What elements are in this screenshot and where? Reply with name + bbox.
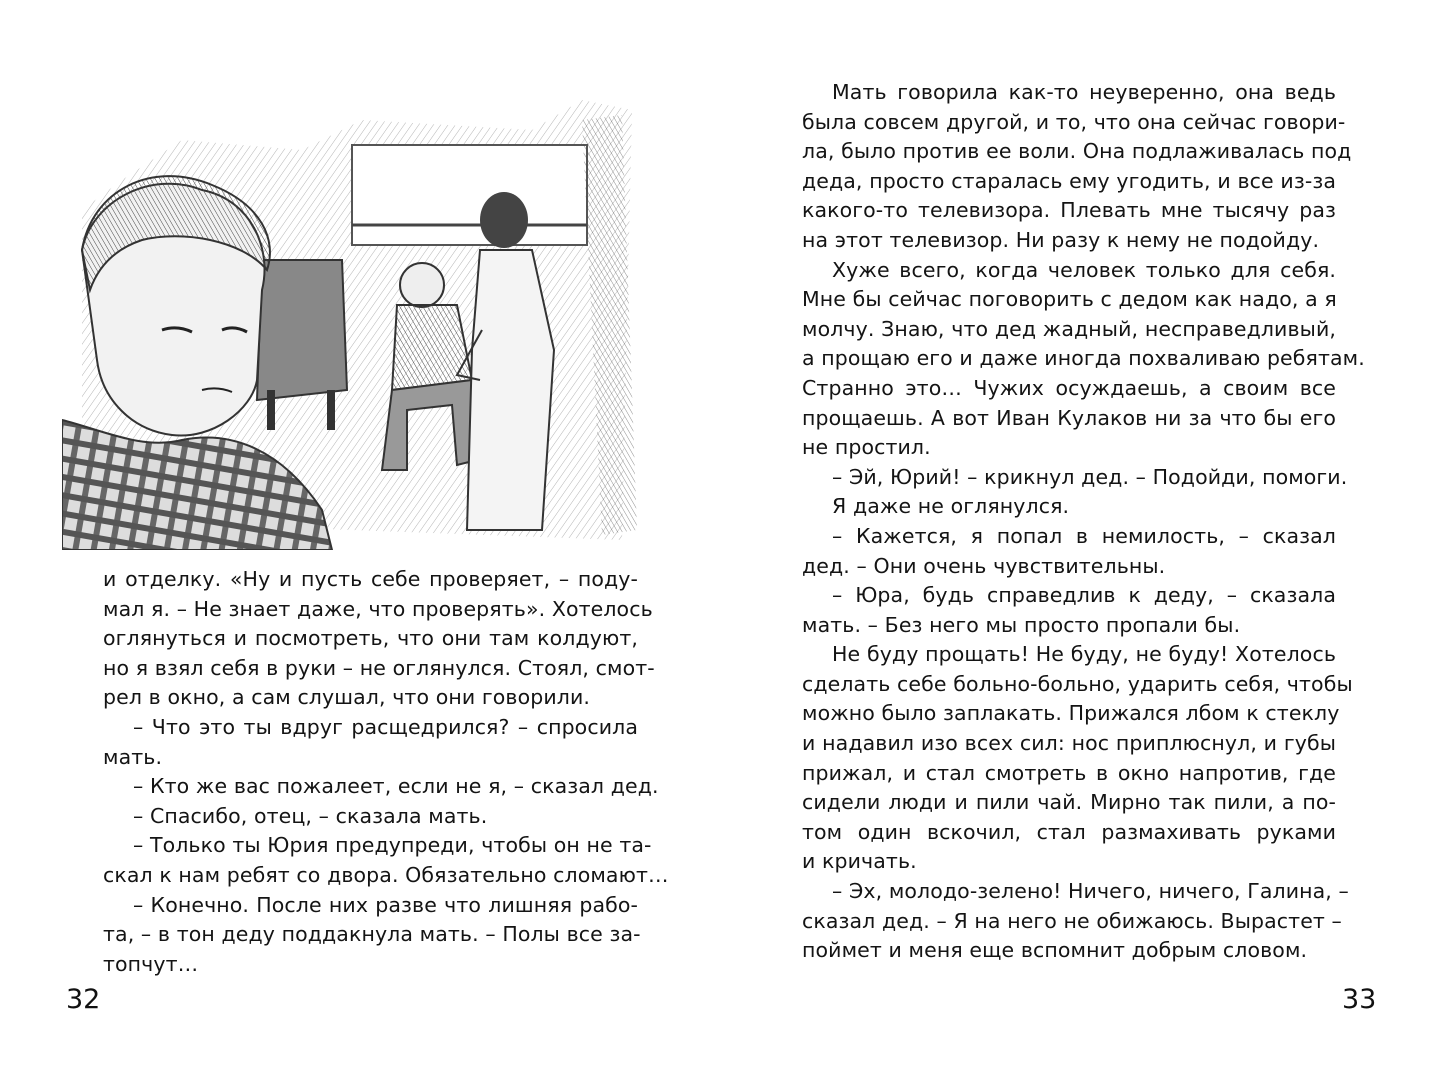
text-line: и кричать. xyxy=(802,849,917,874)
text-line: – Кажется, я попал в немилость, – сказал xyxy=(832,523,1336,548)
text-line: – Юра, будь справедлив к деду, – сказала xyxy=(832,583,1336,608)
text-line: сидели люди и пили чай. Мирно так пили, а по- xyxy=(802,790,1336,815)
text-line: Не буду прощать! Не буду, не буду! Хотелось xyxy=(832,642,1336,667)
text-line: но я взял себя в руки – не оглянулся. Стоял, смот- xyxy=(103,655,655,680)
text-line: можно было заплакать. Прижался лбом к стеклу xyxy=(802,701,1340,726)
text-line: – Эй, Юрий! – крикнул дед. – Подойди, помоги. xyxy=(832,464,1348,489)
text-line: дед. – Они очень чувствительны. xyxy=(802,553,1166,578)
text-line: молчу. Знаю, что дед жадный, несправедливый, xyxy=(802,316,1336,341)
text-line: ла, было против ее воли. Она подлаживалась под xyxy=(802,139,1352,164)
text-line: Странно это… Чужих осуждаешь, а своим все xyxy=(802,375,1336,400)
text-line: – Конечно. После них разве что лишняя рабо- xyxy=(133,892,638,917)
text-line: та, – в тон деду поддакнула мать. – Полы все за- xyxy=(103,922,641,947)
text-line: поймет и меня еще вспомнит добрым словом. xyxy=(802,938,1308,963)
text-line: Мне бы сейчас поговорить с дедом как надо, а я xyxy=(802,287,1337,312)
book-illustration xyxy=(62,90,648,550)
text-line: скал к нам ребят со двора. Обязательно сломают… xyxy=(103,862,669,887)
right-page xyxy=(720,0,1440,1080)
text-line: оглянуться и посмотреть, что они там колдуют, xyxy=(103,626,638,651)
text-line: сделать себе больно-больно, ударить себя, чтобы xyxy=(802,671,1353,696)
text-line: мать. xyxy=(103,744,163,769)
text-line: мать. – Без него мы просто пропали бы. xyxy=(802,612,1241,637)
page-number-left: 32 xyxy=(66,984,101,1015)
text-line: не простил. xyxy=(802,435,931,460)
sketch-illustration-icon xyxy=(62,90,648,550)
text-line: – Что это ты вдруг расщедрился? – спросила xyxy=(133,714,638,739)
text-line: – Эх, молодо-зелено! Ничего, ничего, Галина, – xyxy=(832,879,1349,904)
text-line: сказал дед. – Я на него не обижаюсь. Вырастет – xyxy=(802,908,1342,933)
text-line: и надавил изо всех сил: нос приплюснул, и губы xyxy=(802,731,1336,756)
text-line: том один вскочил, стал размахивать руками xyxy=(802,819,1336,844)
text-line: рел в окно, а сам слушал, что они говорили. xyxy=(103,685,591,710)
text-line: была совсем другой, и то, что она сейчас говори- xyxy=(802,109,1346,134)
text-line: и отделку. «Ну и пусть себе проверяет, – поду- xyxy=(103,567,638,591)
text-line: топчут… xyxy=(103,951,199,976)
page-number-right: 33 xyxy=(1342,984,1377,1015)
text-line: прижал, и стал смотреть в окно напротив, где xyxy=(802,760,1336,785)
text-line: мал я. – Не знает даже, что проверять». Хотелось xyxy=(103,596,653,621)
text-line: прощаешь. А вот Иван Кулаков ни за что бы его xyxy=(802,405,1336,430)
right-page-text xyxy=(802,78,1365,966)
text-line: – Только ты Юрия предупреди, чтобы он не та- xyxy=(133,833,652,858)
text-line: – Кто же вас пожалеет, если не я, – сказал дед. xyxy=(133,774,659,799)
text-line: Я даже не оглянулся. xyxy=(832,494,1070,519)
text-line: на этот телевизор. Ни разу к нему не подойду. xyxy=(802,227,1320,252)
left-page-text xyxy=(103,565,669,979)
text-line: какого-то телевизора. Плевать мне тысячу раз xyxy=(802,198,1336,223)
text-line: а прощаю его и даже иногда похваливаю ребятам. xyxy=(802,346,1365,371)
text-line: деда, просто старалась ему угодить, и все из-за xyxy=(802,168,1336,193)
text-line: Мать говорила как-то неуверенно, она ведь xyxy=(832,80,1336,104)
text-line: Хуже всего, когда человек только для себя. xyxy=(832,257,1336,282)
text-line: – Спасибо, отец, – сказала мать. xyxy=(133,803,488,828)
